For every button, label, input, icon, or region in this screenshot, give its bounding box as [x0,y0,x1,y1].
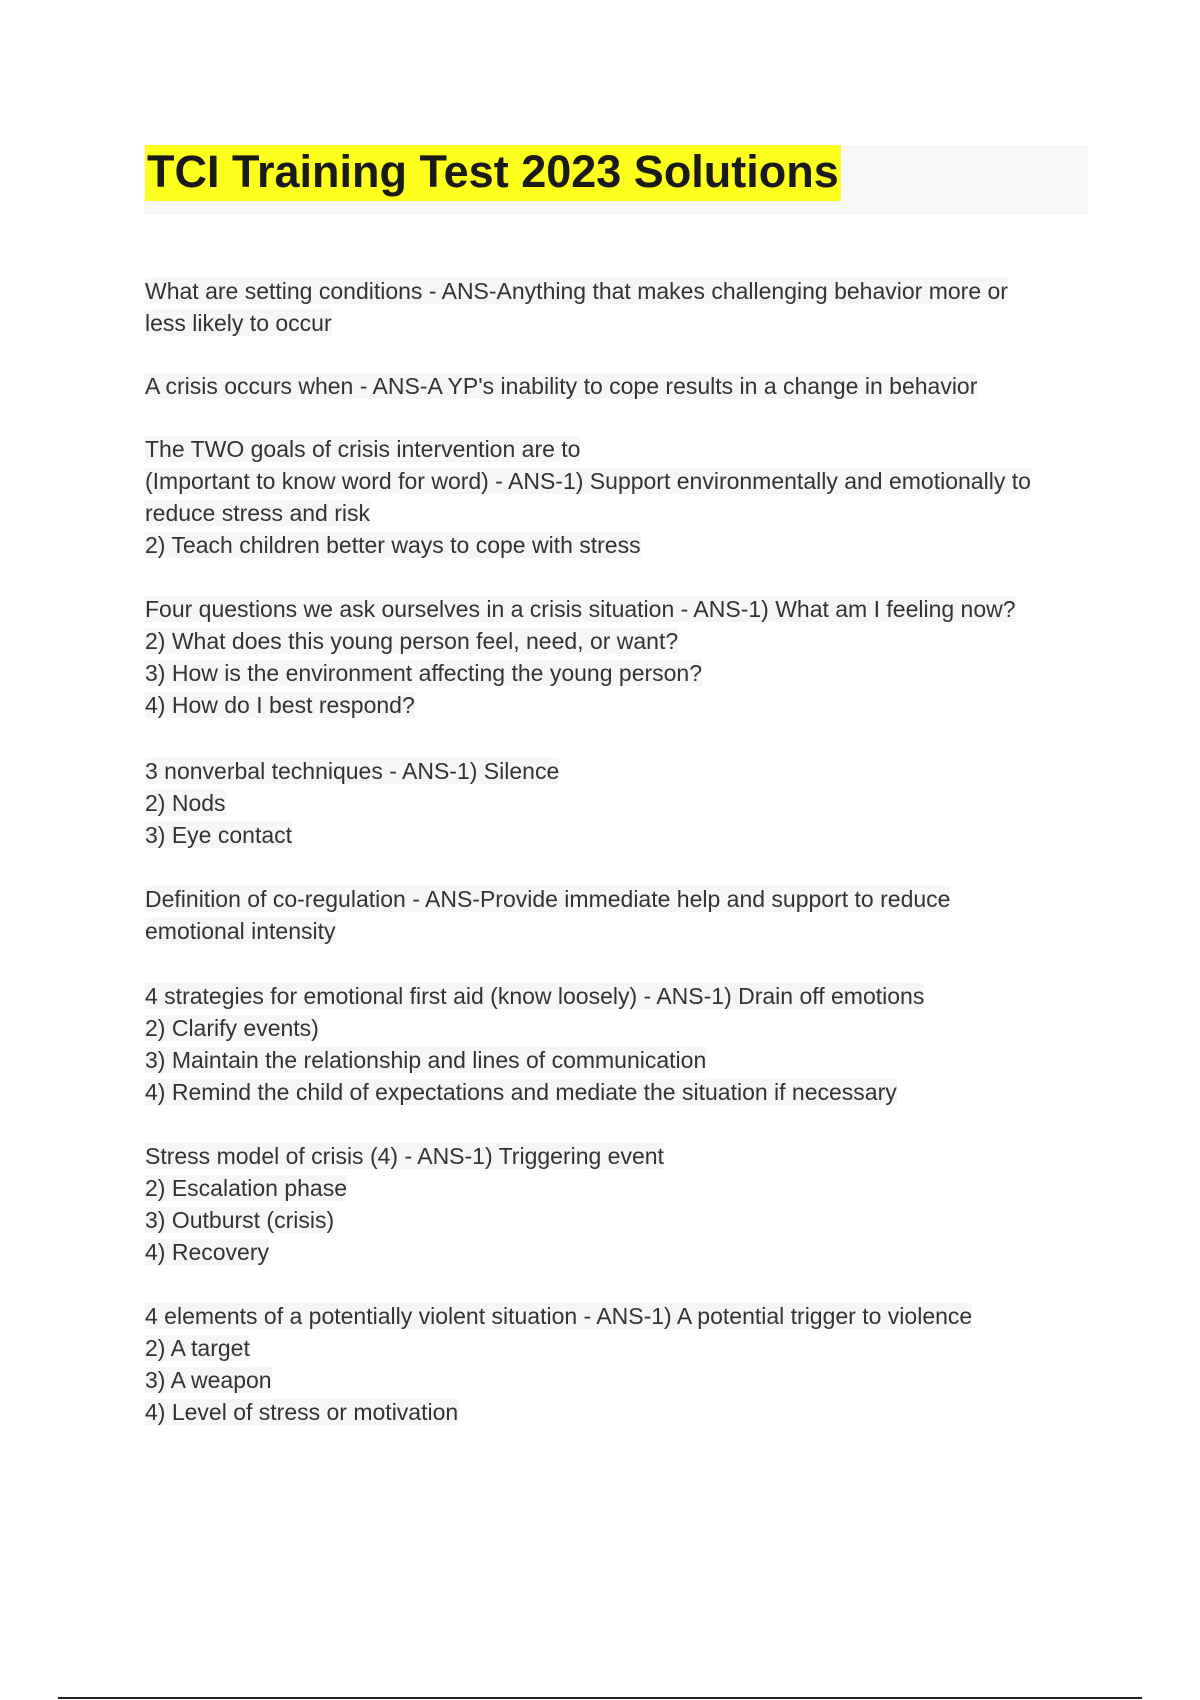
qa-line: A crisis occurs when - ANS-A YP's inability to cope results in a change in behavior [145,373,978,399]
qa-line: Definition of co-regulation - ANS-Provide immediate help and support to reduce [145,886,951,912]
qa-line: less likely to occur [145,310,332,336]
qa-line: 2) Clarify events) [145,1015,319,1041]
qa-line: Four questions we ask ourselves in a crisis situation - ANS-1) What am I feeling now? [145,596,1016,622]
qa-item-crisis-occurs [145,370,1090,402]
qa-line: 4) Level of stress or motivation [145,1399,459,1425]
qa-line: 2) What does this young person feel, need, or want? [145,628,679,654]
qa-line: 3 nonverbal techniques - ANS-1) Silence [145,758,560,784]
qa-line: 2) A target [145,1335,250,1361]
qa-item-nonverbal-techniques [145,755,1090,851]
qa-line: 3) Outburst (crisis) [145,1207,335,1233]
qa-item-setting-conditions [145,275,1090,339]
qa-line: 4) Remind the child of expectations and mediate the situation if necessary [145,1079,897,1105]
qa-line: 3) Maintain the relationship and lines of communication [145,1047,707,1073]
qa-line: 3) A weapon [145,1367,272,1393]
qa-line: 3) How is the environment affecting the young person? [145,660,703,686]
footer-divider [58,1697,1142,1699]
qa-line: 2) Teach children better ways to cope with stress [145,532,641,558]
qa-line: 2) Nods [145,790,226,816]
qa-line: Stress model of crisis (4) - ANS-1) Triggering event [145,1143,664,1169]
qa-item-four-questions [145,593,1090,721]
qa-item-violent-situation [145,1300,1090,1428]
document-title: TCI Training Test 2023 Solutions [145,145,841,201]
qa-line: reduce stress and risk [145,500,370,526]
qa-item-two-goals [145,433,1090,561]
qa-line: 2) Escalation phase [145,1175,348,1201]
qa-line: The TWO goals of crisis intervention are to [145,436,581,462]
qa-line: 3) Eye contact [145,822,293,848]
qa-line: (Important to know word for word) - ANS-1) Support environmentally and emotionally to [145,468,1031,494]
qa-item-emotional-first-aid [145,980,1090,1108]
qa-line: 4) How do I best respond? [145,692,415,718]
qa-item-stress-model [145,1140,1090,1268]
qa-item-co-regulation [145,883,1090,947]
qa-line: 4 strategies for emotional first aid (know loosely) - ANS-1) Drain off emotions [145,983,925,1009]
qa-line: 4) Recovery [145,1239,269,1265]
qa-line: What are setting conditions - ANS-Anything that makes challenging behavior more or [145,278,1008,304]
qa-line: 4 elements of a potentially violent situation - ANS-1) A potential trigger to violence [145,1303,973,1329]
qa-line: emotional intensity [145,918,336,944]
